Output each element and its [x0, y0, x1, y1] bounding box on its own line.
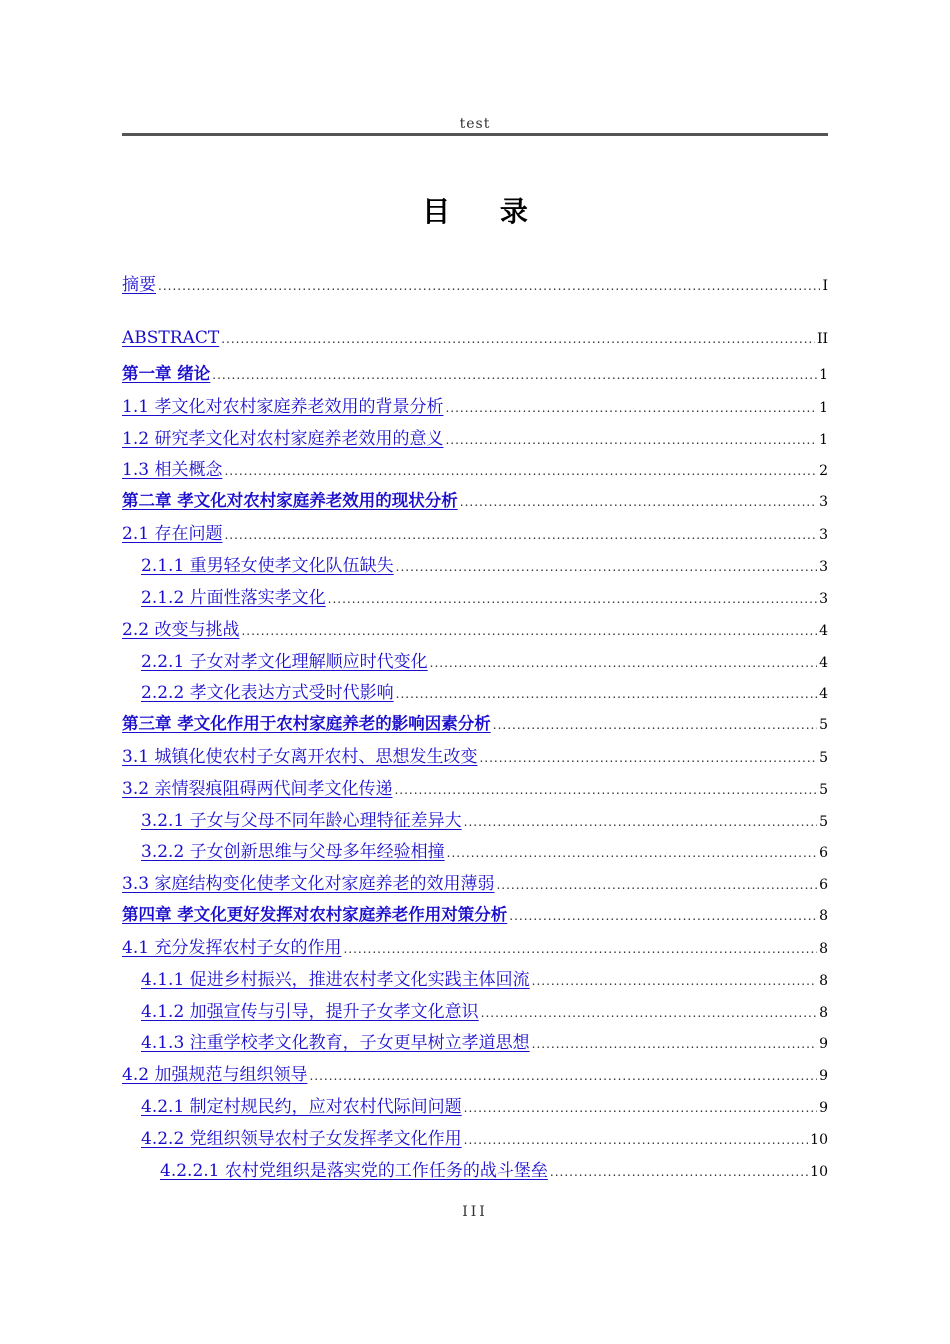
toc-page-number: 9	[819, 1100, 828, 1116]
toc-entry[interactable]	[122, 774, 828, 798]
toc-entry-link[interactable]: 第二章 孝文化对农村家庭养老效用的现状分析	[122, 491, 458, 510]
toc-page-number: 5	[819, 814, 828, 830]
toc-dot-leader	[224, 529, 817, 541]
toc-dot-leader	[309, 1070, 817, 1082]
toc-chapter-entry[interactable]	[122, 901, 828, 925]
toc-page-number: 8	[819, 973, 828, 989]
toc-dot-leader	[509, 910, 817, 922]
toc-dot-leader	[445, 402, 817, 414]
toc-entry-link[interactable]: 第一章 绪论	[122, 364, 211, 383]
toc-dot-leader	[396, 561, 817, 573]
toc-entry[interactable]	[122, 583, 828, 607]
toc-page-number: 6	[819, 877, 828, 893]
toc-entry[interactable]	[122, 742, 828, 766]
toc-entry[interactable]	[122, 869, 828, 893]
toc-dot-leader	[221, 333, 815, 345]
toc-page-number: 3	[819, 591, 828, 607]
toc-page-number: 2	[819, 463, 828, 479]
toc-page-number: 8	[819, 908, 828, 924]
toc-dot-leader	[394, 784, 817, 796]
toc-dot-leader	[212, 369, 817, 381]
toc-dot-leader	[479, 752, 817, 764]
toc-page-number: 10	[810, 1132, 828, 1148]
toc-entry[interactable]	[122, 1124, 828, 1148]
toc-entry-link[interactable]: 3.3 家庭结构变化使孝文化对家庭养老的效用薄弱	[122, 874, 495, 894]
toc-entry[interactable]	[122, 1156, 828, 1180]
toc-entry-link[interactable]: 第三章 孝文化作用于农村家庭养老的影响因素分析	[122, 714, 491, 733]
toc-page-number: 1	[819, 367, 828, 383]
toc-entry[interactable]	[122, 933, 828, 957]
toc-dot-leader	[224, 465, 817, 477]
toc-page-number: 9	[819, 1068, 828, 1084]
toc-chapter-entry[interactable]	[122, 710, 828, 734]
toc-dot-leader	[430, 657, 817, 669]
toc-entry-link[interactable]: 3.2.1 子女与父母不同年龄心理特征差异大	[141, 811, 462, 831]
toc-entry-link[interactable]: 1.3 相关概念	[122, 460, 223, 480]
toc-entry-link[interactable]: 1.2 研究孝文化对农村家庭养老效用的意义	[122, 429, 444, 449]
toc-dot-leader	[447, 847, 817, 859]
toc-page-number: 3	[819, 559, 828, 575]
toc-page-number: 9	[819, 1036, 828, 1052]
toc-entry-link[interactable]: 2.2.2 孝文化表达方式受时代影响	[141, 683, 394, 703]
toc-entry[interactable]	[122, 1092, 828, 1116]
toc-entry-link[interactable]: 4.2.2 党组织领导农村子女发挥孝文化作用	[141, 1129, 462, 1149]
toc-entry-link[interactable]: 4.1 充分发挥农村子女的作用	[122, 938, 342, 958]
toc-dot-leader	[445, 434, 817, 446]
toc-entry-link[interactable]: ABSTRACT	[122, 328, 220, 348]
toc-entry[interactable]	[122, 270, 828, 294]
toc-entry-link[interactable]: 2.2 改变与挑战	[122, 620, 240, 640]
toc-entry-link[interactable]: 2.2.1 子女对孝文化理解顺应时代变化	[141, 652, 428, 672]
toc-dot-leader	[396, 688, 817, 700]
toc-entry[interactable]	[122, 551, 828, 575]
toc-entry[interactable]	[122, 1028, 828, 1052]
toc-entry-link[interactable]: 4.2.1 制定村规民约，应对农村代际间问题	[141, 1097, 462, 1117]
toc-page-number: 1	[819, 432, 828, 448]
toc-entry-link[interactable]: 第四章 孝文化更好发挥对农村家庭养老作用对策分析	[122, 905, 508, 924]
toc-entry-link[interactable]: 3.2 亲情裂痕阻碍两代间孝文化传递	[122, 779, 393, 799]
toc-chapter-entry[interactable]	[122, 360, 828, 384]
toc-entry-link[interactable]: 3.2.2 子女创新思维与父母多年经验相撞	[141, 842, 445, 862]
toc-dot-leader	[532, 1038, 817, 1050]
toc-page-number: 3	[819, 494, 828, 510]
toc-page-number: 4	[819, 686, 828, 702]
toc-page-number: I	[822, 278, 828, 294]
toc-entry-link[interactable]: 4.1.2 加强宣传与引导，提升子女孝文化意识	[141, 1002, 479, 1022]
toc-entry[interactable]	[122, 424, 828, 448]
toc-dot-leader	[328, 593, 817, 605]
toc-entry[interactable]	[122, 392, 828, 416]
toc-entry-link[interactable]: 1.1 孝文化对农村家庭养老效用的背景分析	[122, 397, 444, 417]
toc-page-number: 4	[819, 623, 828, 639]
toc-page-number: 6	[819, 845, 828, 861]
toc-entry[interactable]	[122, 519, 828, 543]
toc-page-number: 5	[819, 750, 828, 766]
page-number: III	[462, 1204, 488, 1220]
toc-page-number: 8	[819, 1005, 828, 1021]
toc-entry[interactable]	[122, 455, 828, 479]
toc-dot-leader	[158, 280, 820, 292]
toc-title: 目 录	[422, 195, 548, 228]
toc-entry[interactable]	[122, 997, 828, 1021]
toc-chapter-entry[interactable]	[122, 487, 828, 511]
toc-page-number: 5	[819, 782, 828, 798]
toc-page-number: II	[816, 331, 828, 347]
toc-dot-leader	[464, 1102, 817, 1114]
toc-entry[interactable]	[122, 328, 828, 352]
toc-entry[interactable]	[122, 615, 828, 639]
toc-entry[interactable]	[122, 806, 828, 830]
toc-dot-leader	[550, 1166, 808, 1178]
toc-dot-leader	[464, 816, 817, 828]
toc-entry-link[interactable]: 摘要	[122, 275, 156, 295]
toc-dot-leader	[532, 975, 817, 987]
toc-page-number: 5	[819, 717, 828, 733]
toc-dot-leader	[493, 719, 817, 731]
toc-dot-leader	[481, 1007, 817, 1019]
toc-dot-leader	[241, 625, 817, 637]
toc-page-number: 8	[819, 941, 828, 957]
toc-page-number: 3	[819, 527, 828, 543]
toc-page-number: 10	[810, 1164, 828, 1180]
header-text: test	[459, 116, 491, 132]
header-rule	[122, 133, 828, 136]
toc-entry-link[interactable]: 4.2.2.1 农村党组织是落实党的工作任务的战斗堡垒	[160, 1161, 548, 1181]
toc-entry-link[interactable]: 2.1.2 片面性落实孝文化	[141, 588, 326, 608]
toc-entry[interactable]	[122, 1060, 828, 1084]
toc-entry-link[interactable]: 2.1 存在问题	[122, 524, 223, 544]
toc-entry-link[interactable]: 2.1.1 重男轻女使孝文化队伍缺失	[141, 556, 394, 576]
toc-entry[interactable]	[122, 647, 828, 671]
toc-dot-leader	[460, 496, 817, 508]
toc-dot-leader	[343, 943, 817, 955]
toc-entry-link[interactable]: 3.1 城镇化使农村子女离开农村、思想发生改变	[122, 747, 478, 767]
toc-page-number: 1	[819, 400, 828, 416]
toc-entry-link[interactable]: 4.1.3 注重学校孝文化教育，子女更早树立孝道思想	[141, 1033, 530, 1053]
toc-page-number: 4	[819, 655, 828, 671]
toc-entry[interactable]	[122, 965, 828, 989]
toc-entry-link[interactable]: 4.1.1 促进乡村振兴，推进农村孝文化实践主体回流	[141, 970, 530, 990]
toc-dot-leader	[496, 879, 817, 891]
toc-entry[interactable]	[122, 678, 828, 702]
toc-entry-link[interactable]: 4.2 加强规范与组织领导	[122, 1065, 308, 1085]
toc-dot-leader	[464, 1134, 809, 1146]
toc-entry[interactable]	[122, 837, 828, 861]
